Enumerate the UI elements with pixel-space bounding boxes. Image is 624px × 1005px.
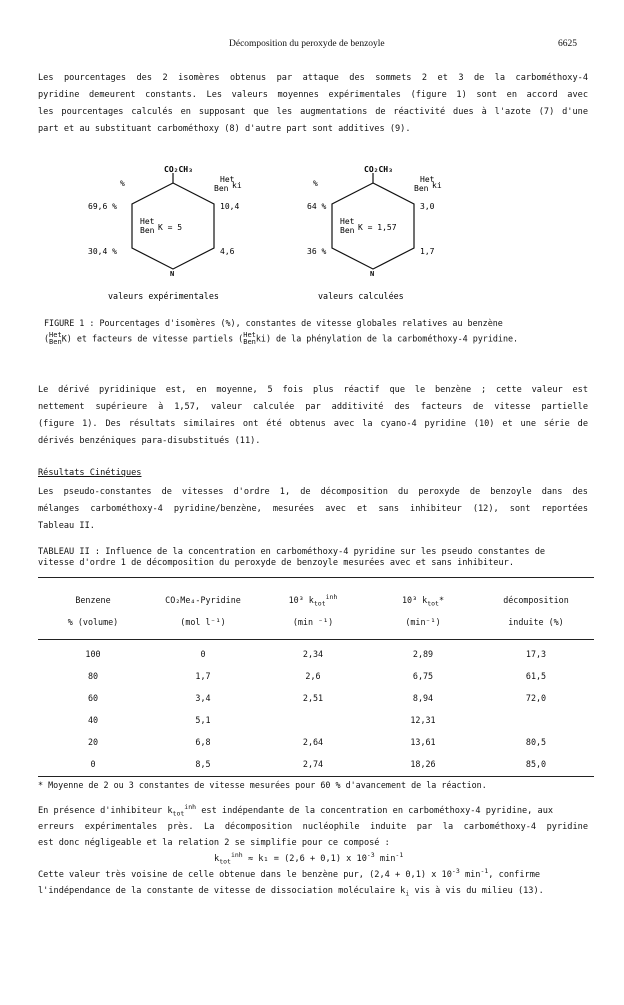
meta-percent: 36 % — [307, 247, 327, 256]
col-unit: induite (%) — [508, 617, 564, 627]
table-caption-line: TABLEAU II : Influence de la concentration en carbométhoxy-4 pyridine sur les pseudo constantes de — [38, 547, 546, 557]
meta-percent: 30,4 % — [88, 247, 117, 256]
table-cell: 20 — [87, 737, 99, 747]
table-row — [38, 731, 594, 753]
ben-label: Ben — [414, 184, 429, 193]
table-top-rule — [38, 577, 594, 578]
paragraph-kinetics — [38, 484, 588, 535]
table-cell: 8,5 — [195, 759, 211, 769]
right-caption: valeurs calculées — [318, 291, 404, 301]
text-line: pyridine demeurent constants. Les valeurs moyennes expérimentales (figure 1) sont en accord avec — [38, 90, 588, 100]
text-line: En présence d'inhibiteur $k_{tot}^{inh}$ est indépendante de la concentration en carbométhoxy-4 pyridine, aux — [38, 803, 554, 818]
table-cell: 80 — [87, 671, 99, 681]
col-unit: (min⁻¹) — [405, 617, 441, 627]
table-cell: 18,26 — [410, 759, 436, 769]
col-header-benzene: Benzene — [75, 595, 111, 605]
ben-label: Ben — [140, 226, 155, 235]
table-cell: 60 — [87, 693, 99, 703]
col-header-k-inh: 10³ $k_{tot}^{inh}$ — [288, 593, 338, 608]
text-line: erreurs expérimentales près. La décomposition nucléophile induite par la carbométhoxy-4 pyridine — [38, 822, 588, 832]
percent-label: % — [120, 179, 125, 188]
left-caption: valeurs expérimentales — [108, 291, 219, 301]
ki-meta-value: 1,7 — [420, 247, 435, 256]
table-cell: 2,51 — [302, 693, 324, 703]
substituent-label: CO₂CH₃ — [364, 165, 393, 174]
table-row — [38, 753, 594, 775]
ortho-percent: 69,6 % — [88, 202, 117, 211]
ki-ortho-value: 3,0 — [420, 202, 435, 211]
table-cell: 6,8 — [195, 737, 211, 747]
table-cell: 2,6 — [305, 671, 321, 681]
table-row — [38, 687, 594, 709]
het-label: Het — [140, 217, 155, 226]
het-label: Het — [340, 217, 355, 226]
paragraph-reactivity — [38, 382, 588, 450]
table-cell: 85,0 — [525, 759, 547, 769]
structure-calculated — [307, 165, 442, 301]
col-header-k-tot: 10³ $k_{tot}*$ — [401, 595, 444, 608]
ki-ortho-value: 10,4 — [220, 202, 240, 211]
table-cell: 1,7 — [195, 671, 211, 681]
table-cell: 2,74 — [302, 759, 324, 769]
table-row — [38, 709, 594, 731]
table-cell: 0 — [90, 759, 96, 769]
figure-caption-line-2: ( Het Ben K) et facteurs de vitesse partiels ( Het Ben ki) de la phénylation de la carbométhoxy-4 pyridine. — [44, 331, 519, 346]
table-cell: 2,64 — [302, 737, 324, 747]
ki-label: ki — [432, 181, 442, 190]
text-line: est donc négligeable et la relation 2 se simplifie pour ce composé : — [38, 838, 390, 848]
paragraph-inhibitor — [38, 803, 588, 899]
table-cell: 5,1 — [195, 715, 211, 725]
text-line: Tableau II. — [38, 521, 95, 531]
table-cell: 6,75 — [412, 671, 434, 681]
table-caption-line: vitesse d'ordre 1 de décomposition du peroxyde de benzoyle mesurées avec et sans inhibiteur. — [38, 558, 514, 568]
table-header-rule — [38, 639, 594, 640]
text-line: les pourcentages calculés en supposant que les augmentations de réactivité dues à l'azote (7) d'une — [38, 107, 588, 117]
text-line: Cette valeur très voisine de celle obtenue dans le benzène pur, (2,4 + 0,1) x $10^{-3}$ $\min^{-1}$, confirme — [38, 867, 541, 880]
global-k-value: K = 1,57 — [358, 223, 397, 232]
col-header-pyridine: CO₂Me₄-Pyridine — [165, 595, 241, 605]
het-label: Het — [420, 175, 435, 184]
table-body — [38, 643, 594, 775]
col-header-induced: décomposition — [503, 595, 569, 605]
col-unit: % (volume) — [67, 617, 119, 627]
col-unit: (min ⁻¹) — [292, 617, 334, 627]
table-bottom-rule — [38, 776, 594, 777]
global-k-value: K = 5 — [158, 223, 183, 232]
table-cell: 61,5 — [525, 671, 547, 681]
table-cell — [478, 709, 594, 731]
table-cell: 12,31 — [410, 715, 436, 725]
text-line: (figure 1). Des résultats similaires ont été obtenus avec la cyano-4 pyridine (10) et une série de — [38, 419, 588, 429]
text-line: Le dérivé pyridinique est, en moyenne, 5 fois plus réactif que le benzène ; cette valeur est — [38, 385, 588, 395]
table-cell: 3,4 — [195, 693, 211, 703]
table-cell: 100 — [85, 649, 101, 659]
text-line: nettement supérieure à 1,57, valeur calculée par additivité des facteurs de vitesse partielle — [38, 402, 588, 412]
col-unit: (mol l⁻¹) — [180, 617, 226, 627]
section-title: Résultats Cinétiques — [38, 468, 142, 478]
text-line: part et au substituant carbométhoxy (8) d'autre part sont additives (9). — [38, 124, 411, 134]
equation: $k_{tot}^{inh} \approx k_1 = (2,6 + 0,1)$ x $10^{-3}$ $\min^{-1}$ — [214, 851, 404, 866]
percent-label: % — [313, 179, 318, 188]
table-footnote: * Moyenne de 2 ou 3 constantes de vitesse mesurées pour 60 % d'avancement de la réaction. — [38, 780, 487, 790]
figure-1-structures — [0, 160, 624, 310]
table-cell: 40 — [87, 715, 99, 725]
nitrogen-label: N — [170, 270, 175, 278]
table-cell: 17,3 — [525, 649, 547, 659]
table-cell: 13,61 — [410, 737, 436, 747]
ben-label: Ben — [340, 226, 355, 235]
table-header — [38, 589, 594, 633]
table-row — [38, 643, 594, 665]
table-cell: 8,94 — [412, 693, 434, 703]
table-cell: 2,89 — [412, 649, 434, 659]
text-line: l'indépendance de la constante de vitesse de dissociation moléculaire $k_i$ vis à vis du milieu (13). — [38, 886, 544, 898]
structure-experimental — [88, 165, 242, 301]
table-caption — [38, 547, 598, 569]
text-line: mélanges carbométhoxy-4 pyridine/benzène, mesurées avec et sans inhibiteur (12), sont reportées — [38, 504, 588, 514]
table-cell — [258, 709, 368, 731]
table-cell: 2,34 — [302, 649, 324, 659]
table-row — [38, 665, 594, 687]
intro-paragraph — [38, 70, 588, 138]
running-header-title: Décomposition du peroxyde de benzoyle — [229, 39, 385, 49]
page-number: 6625 — [558, 39, 577, 49]
figure-caption-line-1: FIGURE 1 : Pourcentages d'isomères (%), constantes de vitesse globales relatives au benzène — [44, 318, 503, 328]
ki-label: ki — [232, 181, 242, 190]
text-line: dérivés benzéniques para-disubstitués (11). — [38, 436, 261, 446]
ki-meta-value: 4,6 — [220, 247, 235, 256]
text-line: Les pourcentages des 2 isomères obtenus par attaque des sommets 2 et 3 de la carbométhoxy-4 — [38, 73, 588, 83]
substituent-label: CO₂CH₃ — [164, 165, 193, 174]
text-line: Les pseudo-constantes de vitesses d'ordre 1, de décomposition du peroxyde de benzoyle dans des — [38, 487, 588, 497]
nitrogen-label: N — [370, 270, 375, 278]
ben-label: Ben — [214, 184, 229, 193]
het-label: Het — [220, 175, 235, 184]
ortho-percent: 64 % — [307, 202, 327, 211]
table-cell: 80,5 — [525, 737, 547, 747]
table-cell: 0 — [200, 649, 206, 659]
table-cell: 72,0 — [525, 693, 547, 703]
